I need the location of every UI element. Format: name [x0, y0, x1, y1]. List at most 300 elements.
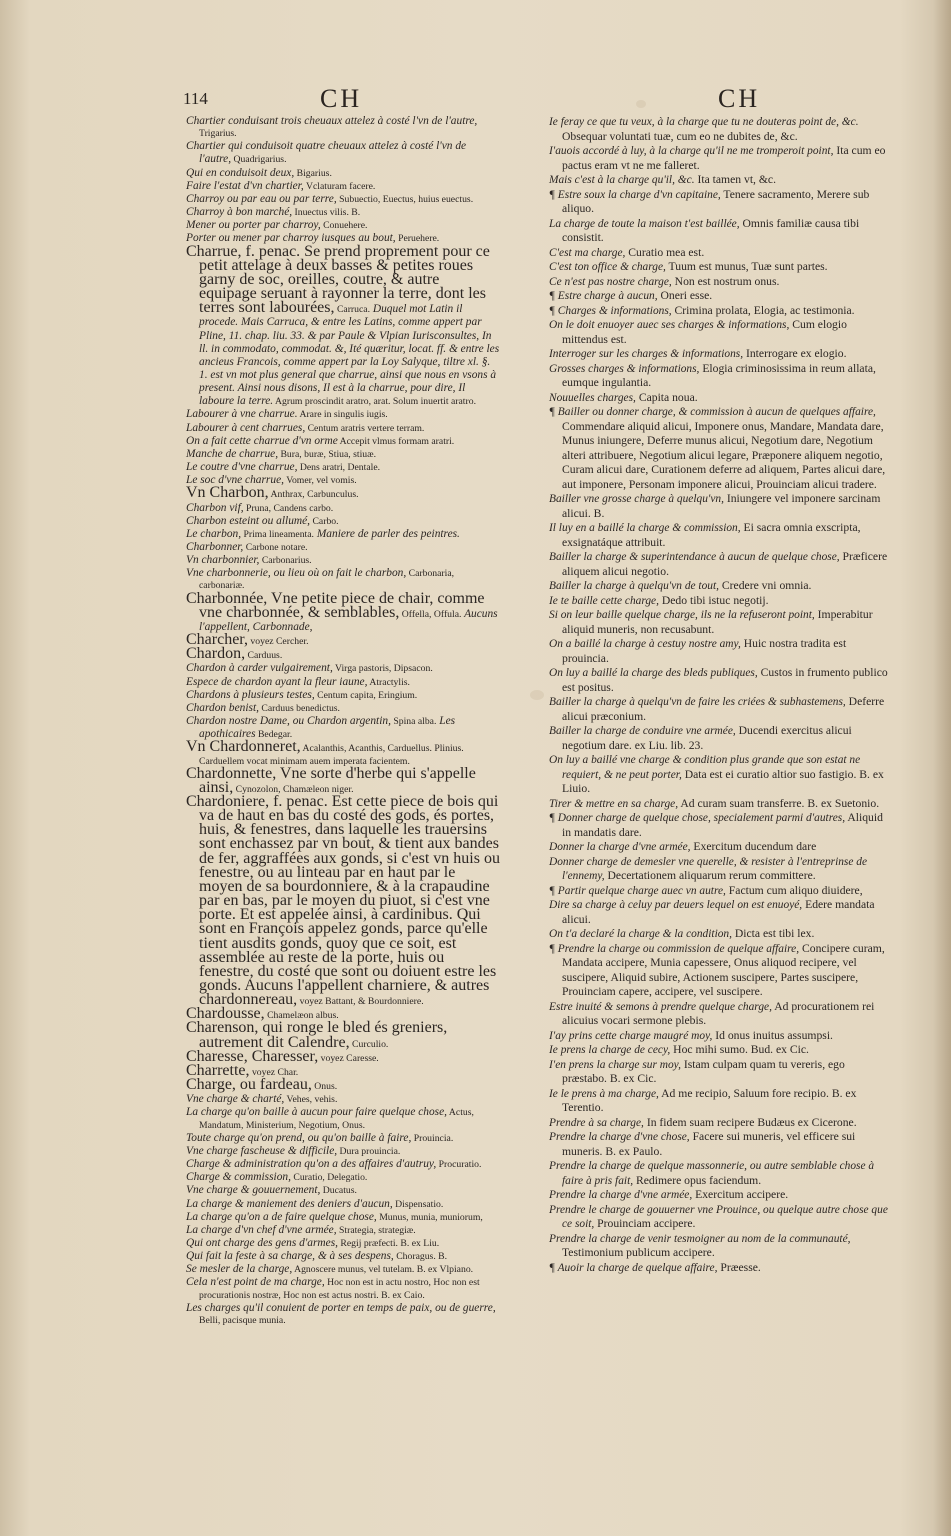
french-term: ¶ Charges & informations, [549, 304, 672, 317]
french-term: Labourer à vne charrue. [186, 408, 298, 421]
dictionary-entry [186, 422, 500, 435]
latin-gloss: Carbone notare. [243, 542, 308, 553]
latin-gloss: Crimina prolata, Elogia, ac testimonia. [671, 303, 855, 317]
dictionary-entry [186, 461, 500, 474]
french-term: I'auois accordé à luy, à la charge qu'il ne me tromperoit point, [549, 145, 834, 157]
french-term: Charbon vif, [186, 501, 244, 514]
latin-gloss: Interrogare ex elogio. [743, 347, 847, 360]
latin-gloss: Tenere sacramento, Merere sub aliquo. [562, 187, 870, 215]
french-term: Tirer & mettre en sa charge, [549, 797, 679, 810]
dictionary-entry [549, 797, 889, 812]
dictionary-entry [549, 898, 889, 927]
dictionary-entry [549, 1261, 889, 1276]
latin-gloss: Testimonium publicum accipere. [562, 1246, 715, 1259]
dictionary-entry [186, 484, 500, 502]
dictionary-entry [549, 840, 889, 855]
dictionary-entry [186, 676, 500, 689]
french-term: Vn charbonnier, [186, 554, 260, 567]
french-term: Estre inuité & semons à prendre quelque charge, [549, 1000, 772, 1013]
dictionary-entry [549, 1029, 889, 1044]
dictionary-entry [186, 1276, 500, 1301]
latin-gloss: Oneri esse. [657, 289, 713, 302]
french-term: Chardon, [186, 645, 246, 663]
french-term: Charge & commission, [186, 1171, 291, 1184]
dictionary-entry [186, 1184, 500, 1197]
latin-gloss: Centum capita, Eringium. [314, 689, 418, 701]
latin-gloss: Accepit vlmus formam aratri. [337, 435, 455, 447]
french-term: ¶ Partir quelque charge auec vn autre, [549, 884, 726, 897]
dictionary-entry [186, 408, 500, 421]
dictionary-entry [549, 246, 889, 261]
latin-gloss: Huic nostra tradita est prouincia. [562, 637, 847, 665]
paper-spot [530, 690, 544, 700]
dictionary-entry [186, 1019, 500, 1051]
french-term: La charge qu'on a de faire quelque chose, [186, 1210, 377, 1223]
french-term: Qui fait la feste à sa charge, & à ses despens, [186, 1250, 394, 1263]
latin-gloss: Ducatus. [320, 1185, 357, 1197]
latin-gloss: Strategia, strategiæ. [336, 1224, 416, 1236]
paper-spot [636, 100, 646, 108]
latin-gloss: Deferre alicui præconium. [562, 695, 885, 723]
french-term: La charge qu'on baille à aucun pour faire quelque chose, [186, 1106, 448, 1119]
dictionary-entry [549, 1159, 889, 1188]
latin-gloss: Hoc non est in actu nostro, Hoc non est procurationis nostræ, Hoc non est actus nostri. B. ex Caio. [199, 1277, 480, 1301]
latin-gloss: Regij præfecti. B. ex Liu. [337, 1237, 440, 1249]
dictionary-entry [186, 1263, 500, 1276]
latin-gloss: Edere mandata alicui. [562, 898, 875, 926]
dictionary-entry [186, 1145, 500, 1158]
french-term: Donner la charge d'vne armée, [549, 841, 691, 853]
dictionary-entry [186, 1106, 500, 1131]
dictionary-entry [549, 144, 889, 173]
french-term: Dire sa charge à celuy par deuers lequel on est enuoyé, [549, 899, 803, 911]
latin-gloss: Subuectio, Euectus, huius euectus. [336, 193, 474, 205]
latin-gloss: Choragus. B. [393, 1251, 448, 1263]
french-term: Vne charge & charté, [186, 1093, 285, 1106]
latin-gloss: Ei sacra omnia exscripta, exsignatáque attribuit. [562, 521, 861, 549]
dictionary-entry [549, 260, 889, 275]
french-term: Il luy en a baillé la charge & commission, [549, 522, 741, 534]
dictionary-entry [549, 753, 889, 797]
latin-gloss: Actus, Mandatum, Ministerium, Negotium, Onus. [199, 1107, 474, 1131]
latin-gloss: Ad curam suam transferre. B. ex Suetonio. [678, 796, 880, 810]
dictionary-entry [186, 219, 500, 232]
latin-gloss: Id onus inuitus assumpsi. [712, 1028, 833, 1042]
latin-gloss: Anthrax, Carbunculus. [268, 489, 359, 501]
french-term: ¶ Estre charge à aucun, [549, 290, 658, 302]
french-term: Vne charge fascheuse & difficile, [186, 1144, 338, 1157]
french-term: Charge, ou fardeau, [186, 1076, 312, 1094]
dictionary-entry [186, 502, 500, 515]
dictionary-entry [549, 1203, 889, 1232]
latin-gloss: Præesse. [717, 1260, 761, 1274]
french-term: C'est ton office & charge, [549, 261, 666, 273]
dictionary-entry [549, 217, 889, 246]
dictionary-entry [549, 637, 889, 666]
french-term: Le soc d'vne charrue, [186, 474, 284, 487]
dictionary-entry [186, 554, 500, 567]
dictionary-entry [186, 515, 500, 528]
french-term: Chardon à carder vulgairement, [186, 662, 333, 675]
french-term: Mener ou porter par charroy, [186, 219, 321, 232]
latin-gloss: In fidem suam recipere Budæus ex Cicerone. [643, 1115, 857, 1129]
french-term: Donner charge de demesler vne querelle, & resister à l'entreprinse de l'ennemy, [549, 855, 868, 882]
latin-gloss: Carduus. [245, 650, 283, 662]
french-term: On a fait cette charrue d'vn orme [186, 434, 338, 447]
latin-gloss: Aliquid in mandatis dare. [562, 811, 883, 839]
french-term: Charesse, Charesser, [186, 1047, 319, 1065]
french-term: Bailler la charge à quelqu'vn de tout, [549, 580, 719, 592]
french-term: La charge & maniement des deniers d'aucun, [186, 1197, 393, 1210]
french-term: C'est ma charge, [549, 246, 626, 259]
french-term: Vne charge & gouuernement, [186, 1184, 321, 1197]
latin-gloss: Ad procurationem rei alicuius vocari sermone plebis. [562, 999, 875, 1027]
dictionary-entry [186, 435, 500, 448]
latin-gloss: Carbonarius. [259, 555, 312, 567]
latin-gloss: Bedegar. [255, 729, 293, 741]
dictionary-entry [549, 855, 889, 884]
dictionary-entry [549, 1087, 889, 1116]
french-term: Chartier conduisant trois cheuaux attelez à costé l'vn de l'autre, [186, 115, 478, 127]
dictionary-entry [549, 275, 889, 290]
latin-gloss: Virga pastoris, Dipsacon. [332, 663, 433, 675]
running-head-right: CH [718, 84, 761, 113]
page-edge-shadow [933, 0, 951, 1536]
dictionary-entry [549, 1116, 889, 1131]
latin-gloss: Imperabitur aliquid muneris, non recusabunt. [562, 608, 873, 636]
french-term: ¶ Donner charge de quelque chose, specialement parmi d'autres, [549, 812, 846, 824]
dictionary-entry [549, 884, 889, 899]
dictionary-entry [549, 942, 889, 1000]
french-term: Ie te baille cette charge, [549, 594, 659, 607]
dictionary-entry [549, 362, 889, 391]
latin-gloss: Credere vni omnia. [719, 579, 812, 592]
dictionary-entry [549, 188, 889, 217]
french-term: Qui en conduisoit deux, [186, 166, 295, 179]
french-term: La charge de toute la maison t'est baillée, [549, 217, 740, 230]
french-term: On luy a baillé vne charge & condition plus grande que son estat ne requiert, & ne peut porter, [549, 754, 861, 781]
french-term: Charge & administration qu'on a des affaires d'autruy, [186, 1158, 437, 1171]
french-term: On le doit enuoyer auec ses charges & informations, [549, 319, 790, 331]
french-term: Espece de chardon ayant la fleur iaune, [186, 675, 368, 688]
latin-gloss: Carbonaria, carbonariæ. [199, 568, 455, 592]
french-term: Vne charbonnerie, ou lieu où on fait le charbon, [186, 567, 407, 580]
latin-gloss: Factum cum aliquo diuidere, [725, 883, 863, 897]
french-term: Charbon esteint ou allumé, [186, 514, 311, 527]
french-term: Toute charge qu'on prend, ou qu'on baille à faire, [186, 1131, 412, 1144]
french-term: Chardonnette, Vne sorte d'herbe qui s'appelle ainsi, [186, 764, 476, 796]
latin-gloss: Cum elogio mittendus est. [562, 318, 847, 346]
french-term: ¶ Bailler ou donner charge, & commission à aucun de quelques affaire, [549, 406, 876, 418]
latin-gloss: Ita tamen vt, &c. [694, 173, 777, 186]
french-term: Charroy ou par eau ou par terre, [186, 192, 337, 205]
french-term: Se mesler de la charge, [186, 1263, 293, 1276]
dictionary-entry [186, 115, 500, 140]
latin-gloss: Elogia criminosissima in reum allata, eumque ingulantia. [562, 361, 876, 389]
french-term: On luy a baillé la charge des bleds publiques, [549, 667, 758, 679]
latin-gloss: Munus, munia, muniorum, [376, 1211, 483, 1223]
latin-gloss: Onus. [311, 1081, 338, 1093]
latin-gloss: Tuum est munus, Tuæ sunt partes. [665, 260, 828, 273]
latin-gloss: Ducendi exercitus alicui negotium dare. ex Liu. lib. 23. [562, 724, 852, 752]
french-term: Bailler vne grosse charge à quelqu'vn, [549, 493, 724, 505]
dictionary-entry [186, 689, 500, 702]
latin-gloss: Custos in frumento publico est positus. [562, 666, 888, 694]
right-column [549, 115, 889, 1275]
latin-gloss: Dura prouincia. [337, 1145, 401, 1157]
dictionary-entry [186, 528, 500, 541]
french-term: Vn Chardonneret, [186, 738, 301, 756]
french-term: Nouuelles charges, [549, 391, 636, 404]
french-term: ¶ Prendre la charge ou commission de quelque affaire, [549, 942, 800, 955]
dictionary-entry [186, 242, 500, 409]
french-term: Grosses charges & informations, [549, 362, 700, 375]
dictionary-entry [549, 594, 889, 609]
latin-gloss: Carruca. [334, 304, 371, 316]
dictionary-entry [186, 1302, 500, 1327]
latin-gloss: Spina alba. [390, 716, 437, 728]
latin-gloss: Acalanthis, Acanthis, Carduellus. Plinius. Carduellem vocat minimam auem imperata facientem. [199, 743, 464, 767]
dictionary-entry [549, 666, 889, 695]
french-term: Bailler la charge de conduire vne armée, [549, 725, 736, 737]
latin-gloss: Iniungere vel imponere sarcinam alicui. B. [562, 492, 881, 520]
latin-gloss: Trigarius. [199, 128, 237, 140]
french-term: Qui ont charge des gens d'armes, [186, 1236, 338, 1249]
french-term: Chardon benist, [186, 701, 259, 714]
latin-gloss: Ad me recipio, Saluum fore recipio. B. ex Terentio. [562, 1086, 857, 1114]
dictionary-entry [186, 541, 500, 554]
french-term: La charge d'vn chef d'vne armée, [186, 1223, 337, 1236]
dictionary-entry [186, 448, 500, 461]
french-term: Chartier qui conduisoit quatre cheuaux attelez à costé l'vn de l'autre, [186, 140, 467, 166]
french-term: Charrue, f. penac. Se prend proprement pour ce petit attelage à deux basses & petites roues garny de soc, oreilles, coutre, & autre equipage seruant à rayonner la terre, dont les terres sont labourées, [186, 242, 490, 317]
running-head-left: CH [320, 84, 363, 113]
dictionary-entry [186, 1093, 500, 1106]
latin-gloss: Dens aratri, Dentale. [297, 462, 381, 474]
dictionary-entry [549, 608, 889, 637]
latin-gloss: Vehes, vehis. [284, 1094, 338, 1106]
dictionary-entry [549, 391, 889, 406]
french-term: Charenson, qui ronge le bled és greniers, autrement dit Calendre, [186, 1019, 448, 1051]
french-term: Prendre la charge d'vne armée, [549, 1189, 693, 1201]
latin-gloss: Agnoscere munus, vel tutelam. B. ex Vlpiano. [292, 1264, 474, 1276]
french-term: Chardon nostre Dame, ou Chardon argentin, [186, 715, 391, 728]
dictionary-entry [549, 695, 889, 724]
latin-gloss: Carbo. [310, 515, 339, 527]
french-term: I'ay prins cette charge maugré moy, [549, 1029, 713, 1042]
dictionary-entry [549, 1232, 889, 1261]
french-term: Prendre la charge de quelque massonnerie, ou autre semblable chose à faire à pris fait, [549, 1160, 875, 1187]
french-term: I'en prens la charge sur moy, [549, 1058, 681, 1071]
latin-gloss: Exercitum ducendum dare [690, 840, 817, 853]
dictionary-entry [549, 115, 889, 144]
latin-gloss: Bigarius. [294, 167, 332, 179]
latin-gloss: Curatio mea est. [625, 245, 705, 259]
latin-gloss: voyez Caresse. [318, 1052, 379, 1064]
dictionary-entry [186, 1158, 500, 1171]
french-term: Chardoniere, f. penac. Est cette piece de bois qui va de haut en bas du costé des gods, és portes, huis, & fenestres, dans laquelle les trauersins sont enchassez par vn bout, & tient aux bandes de fer, aggraffées aux gonds, si c'est vn huis ou fenestre, ou au linteau par en haut par le moyen de sa bourdonniere, & à la crapaudine par en bas, par le moyen du piuot, si c'est vne porte. Et est appelée ainsi, à cardinibus. Qui sont en François appelez gonds, parce qu'elle tient ausdits gonds, quoy que ce soit, est assemblée au reste de la porte, huis ou fenestre, du costé que sont ou doiuent estre les gonds. Aucuns l'appellent charniere, & autres chardonnereau, [186, 792, 500, 1009]
dictionary-entry [186, 792, 500, 1009]
french-term: Charbonnée, Vne petite piece de chair, comme vne charbonnée, & semblables, [186, 589, 485, 621]
latin-gloss: Belli, pacisque munia. [199, 1314, 286, 1326]
latin-gloss: Dicta est tibi lex. [731, 927, 815, 940]
french-term: Manche de charrue, [186, 447, 279, 460]
latin-gloss: Prouincia. [411, 1132, 454, 1144]
dictionary-entry [186, 1198, 500, 1211]
latin-gloss: Inuectus vilis. B. [292, 207, 361, 219]
latin-gloss: Prouinciam accipere. [594, 1217, 696, 1230]
latin-gloss: Dispensatio. [392, 1198, 444, 1210]
dictionary-entry [549, 405, 889, 492]
latin-gloss: Concipere curam, Mandata accipere, Munia capessere, Onus aliquod recipere, vel suscipere, Aliquid subire, Actionem suscipere, Partes suscipere, Prouinciam capere, accipere, vel suscipere. [562, 941, 885, 998]
dictionary-entry [186, 140, 500, 166]
latin-gloss: Exercitum accipere. [692, 1188, 789, 1201]
french-term: Les charges qu'il conuient de porter en temps de paix, ou de guerre, [186, 1301, 496, 1314]
latin-gloss: Conuehere. [320, 220, 368, 232]
french-term: On a baillé la charge à cestuy nostre amy, [549, 638, 741, 650]
latin-gloss: Pruna, Candens carbo. [243, 502, 334, 514]
dictionary-entry [186, 1224, 500, 1237]
latin-gloss: Capita noua. [635, 390, 698, 404]
latin-gloss: Ita cum eo pactus eram vt ne me falleret. [562, 144, 886, 172]
french-term: Mais c'est à la charge qu'il, &c. [549, 174, 695, 186]
latin-gloss: Istam culpam quam tu vereris, ego præstabo. B. ex Cic. [562, 1057, 845, 1085]
french-term: Interroger sur les charges & informations, [549, 348, 744, 360]
latin-gloss: Redimere opus faciendum. [633, 1173, 762, 1187]
latin-gloss: Chamelæon albus. [264, 1010, 339, 1022]
latin-gloss: Offella, Offula. [399, 608, 462, 620]
latin-gloss: Facere sui muneris, vel efficere sui muneris. B. ex Paulo. [562, 1130, 856, 1158]
french-term: Ie le prens à ma charge, [549, 1087, 659, 1100]
latin-gloss: Prima lineamenta. [241, 528, 314, 540]
latin-gloss: Bura, buræ, Stiua, stiuæ. [278, 448, 377, 460]
latin-gloss: Obsequar voluntati tuæ, cum eo ne dubites de, &c. [562, 129, 798, 143]
french-term: Aucuns l'appellent, Carbonnade, [199, 607, 498, 633]
french-term: Le coutre d'vne charrue, [186, 461, 298, 474]
dictionary-entry [549, 811, 889, 840]
french-term: Faire l'estat d'vn chartier, [186, 179, 304, 192]
latin-gloss: Commendare aliquid alicui, Imponere onus, Mandare, Mandata dare, Munus iniungere, Deferre munus alicui, Negotium dare, Negotium alteri attribuere, Negotium alicui legare, Præponere aliquem negotio, Curam alicui dare, Curationem deferre ad aliquem, Partes alicui dare, aut imponere, Personam imponere alicui, Prouinciam alicui tradere. [562, 419, 886, 491]
dictionary-entry [186, 1171, 500, 1184]
latin-gloss: Quadrigarius. [231, 154, 287, 166]
french-term: Ie prens la charge de cecy, [549, 1044, 671, 1056]
french-term: Chardons à plusieurs testes, [186, 688, 315, 701]
french-term: Maniere de parler des peintres. [313, 527, 460, 540]
french-term: Labourer à cent charrues, [186, 421, 306, 434]
latin-gloss: Præficere aliquem alicui negotio. [562, 550, 888, 578]
dictionary-entry [549, 724, 889, 753]
french-term: Charrette, [186, 1061, 250, 1079]
french-term: Prendre le charge de gouuerner vne Prouince, ou quelque autre chose que ce soit, [549, 1203, 888, 1230]
latin-gloss: Vomer, vel vomis. [283, 475, 357, 487]
french-term: Charcher, [186, 631, 248, 649]
dictionary-entry [186, 206, 500, 219]
french-term: Porter ou mener par charroy iusques au bout, [186, 232, 396, 245]
dictionary-entry [549, 1000, 889, 1029]
french-term: Vn Charbon, [186, 484, 269, 502]
french-term: Duquel mot Latin il procede. Mais Carruca, & entre les Latins, comme appert par Pline, 11. chap. liu. 33. & par Paule & Vlpian Iurisconsultes, In ll. in commodato, commodat. &, Ité quæritur, locat. ff. & entre les ancieus Francois, comme appert par la Loy Salyque, tiltre xl. §. 1. est vn mot plus general que charrue, ainsi que nous en vsons à present. Ainsi nous disons, Il est à la charrue, pour dire, Il laboure la terre. [199, 303, 500, 408]
dictionary-entry [186, 193, 500, 206]
french-term: ¶ Estre soux la charge d'vn capitaine, [549, 188, 721, 201]
latin-gloss: Atractylis. [367, 676, 410, 688]
dictionary-entry [549, 521, 889, 550]
latin-gloss: Omnis familiæ causa tibi consistit. [562, 216, 860, 244]
latin-gloss: Curatio, Delegatio. [290, 1172, 368, 1184]
latin-gloss: voyez Battant, & Bourdonniere. [297, 996, 424, 1008]
dictionary-entry [186, 1076, 500, 1094]
latin-gloss: Non est nostrum onus. [671, 274, 780, 288]
latin-gloss: Decertationem aliquarum rerum committere. [604, 869, 816, 882]
latin-gloss: Procuratio. [436, 1159, 482, 1171]
french-term: Prendre la charge d'vne chose, [549, 1131, 690, 1143]
french-term: Bailler la charge & superintendance à aucun de quelque chose, [549, 551, 840, 563]
latin-gloss: Data est ei curatio altior suo fastigio. B. ex Liuio. [562, 767, 884, 795]
latin-gloss: Agrum proscindit aratro, arat. Solum inuertit aratro. [273, 396, 476, 408]
dictionary-entry [186, 1250, 500, 1263]
french-term: Les apothicaires [199, 715, 456, 741]
french-term: Prendre la charge de venir tesmoigner au nom de la communauté, [549, 1232, 851, 1245]
dictionary-entry [186, 702, 500, 715]
dictionary-entry [549, 550, 889, 579]
french-term: Charbonner, [186, 541, 244, 553]
french-term: Si on leur baille quelque charge, ils ne la refuseront point, [549, 609, 815, 621]
french-term: Bailler la charge à quelqu'vn de faire les criées & subhastemens, [549, 696, 846, 708]
french-term: Ie feray ce que tu veux, à la charge que tu ne douteras point de, &c. [549, 116, 859, 128]
latin-gloss: voyez Char. [249, 1066, 299, 1078]
latin-gloss: Arare in singulis iugis. [297, 409, 388, 421]
dictionary-entry [549, 304, 889, 319]
french-term: Le charbon, [186, 527, 242, 540]
dictionary-entry [549, 1188, 889, 1203]
latin-gloss: Curculio. [349, 1038, 389, 1050]
dictionary-entry [186, 167, 500, 180]
latin-gloss: Cynozolon, Chamæleon niger. [233, 783, 354, 795]
french-term: Cela n'est point de ma charge, [186, 1276, 325, 1289]
latin-gloss: Vclaturam facere. [303, 180, 376, 192]
french-term: ¶ Auoir la charge de quelque affaire, [549, 1261, 718, 1274]
dictionary-entry [549, 927, 889, 942]
french-term: Chardousse, [186, 1005, 265, 1023]
latin-gloss: voyez Cercher. [248, 636, 309, 648]
dictionary-entry [549, 173, 889, 188]
dictionary-entry [186, 1211, 500, 1224]
dictionary-entry [186, 662, 500, 675]
dictionary-entry [186, 1132, 500, 1145]
folio-number: 114 [183, 89, 208, 108]
latin-gloss: Centum aratris vertere terram. [305, 422, 425, 434]
latin-gloss: Hoc mihi sumo. Bud. ex Cic. [670, 1043, 809, 1056]
dictionary-entry [549, 347, 889, 362]
dictionary-entry [549, 1043, 889, 1058]
french-term: Charroy à bon marché, [186, 206, 293, 219]
dictionary-entry [186, 180, 500, 193]
dictionary-entry [549, 492, 889, 521]
latin-gloss: Peruehere. [395, 233, 440, 245]
french-term: Prendre à sa charge, [549, 1116, 644, 1129]
dictionary-entry [549, 289, 889, 304]
dictionary-entry [549, 1130, 889, 1159]
french-term: On t'a declaré la charge & la condition, [549, 928, 732, 940]
french-term: Ce n'est pas nostre charge, [549, 275, 672, 288]
dictionary-entry [549, 318, 889, 347]
dictionary-entry [186, 589, 500, 634]
dictionary-entry [186, 764, 500, 796]
dictionary-entry [186, 645, 500, 663]
dictionary-entry [186, 1237, 500, 1250]
latin-gloss: Dedo tibi istuc negotij. [658, 593, 769, 607]
left-column [186, 115, 500, 1327]
latin-gloss: Carduus benedictus. [259, 702, 340, 714]
